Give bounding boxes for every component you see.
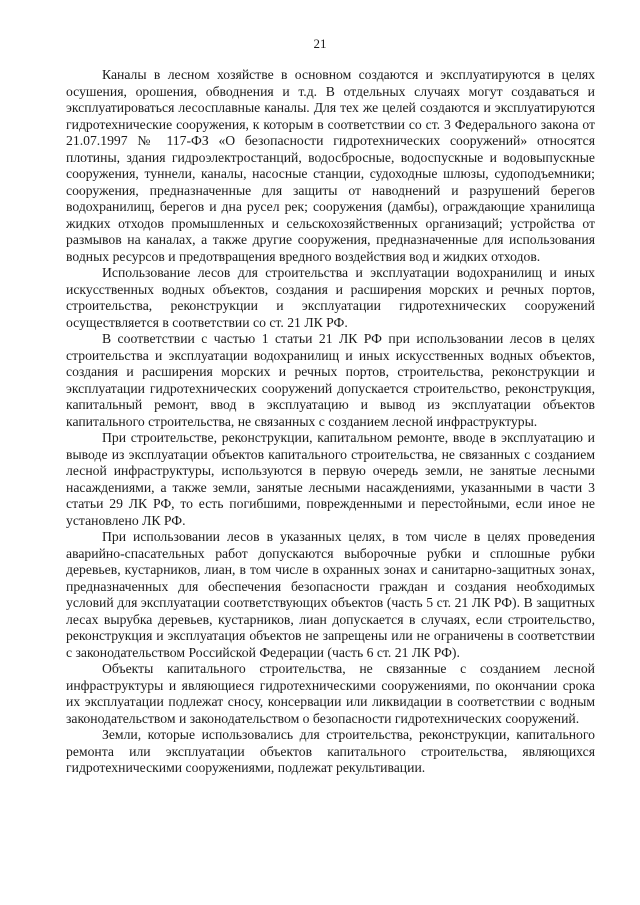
paragraph-demolition: Объекты капитального строительства, не связанные с созданием лесной инфраструктуры и являющиеся гидротехническими сооружениями, по окончании срока их эксплуатации подлежат сносу, консервации или ликвидации в соответствии с водным законодательством и законодательством о безопасности гидротехнических сооружений.	[66, 661, 595, 726]
paragraph-canals: Каналы в лесном хозяйстве в основном создаются и эксплуатируются в целях осушения, орошения, обводнения и т.д. В отдельных случаях могут создаваться и эксплуатироваться лесосплавные каналы. Для тех же целей создаются и эксплуатируются гидротехнические сооружения, к которым в соответствии со ст. 3 Федерального закона от 21.07.1997 № 117-ФЗ «О безопасности гидротехнических сооружений» относятся плотины, здания гидроэлектростанций, водосбросные, водоспускные и водовыпускные сооружения, туннели, каналы, насосные станции, судоходные шлюзы, судоподъемники; сооружения, предназначенные для защиты от наводнений и разрушений берегов водохранилищ, берегов и дна русел рек; сооружения (дамбы), ограждающие хранилища жидких отходов промышленных и сельскохозяйственных организаций; устройства от размывов на каналах, а также другие сооружения, предназначенные для использования водных ресурсов и предотвращения вредного воздействия вод и жидких отходов.	[66, 67, 595, 264]
paragraph-article-21-part-1: В соответствии с частью 1 статьи 21 ЛК РФ при использовании лесов в целях строительства и эксплуатации водохранилищ и иных искусственных водных объектов, создания и расширения морских и речных портов, строительства, реконструкции и эксплуатации гидротехнических сооружений допускается строительство, реконструкция, капитальный ремонт, ввод в эксплуатацию и вывод из эксплуатации объектов капитального строительства, не связанных с созданием лесной инфраструктуры.	[66, 331, 595, 429]
paragraph-construction-lands: При строительстве, реконструкции, капитальном ремонте, вводе в эксплуатацию и выводе из эксплуатации объектов капитального строительства, не связанных с созданием лесной инфраструктуры, используются в первую очередь земли, не занятые лесными насаждениями, а также земли, занятые лесными насаждениями, указанными в части 3 статьи 29 ЛК РФ, то есть погибшими, поврежденными и перестойными, если иное не установлено ЛК РФ.	[66, 430, 595, 528]
paragraph-recultivation: Земли, которые использовались для строительства, реконструкции, капитального ремонта или эксплуатации объектов капитального строительства, являющихся гидротехническими сооружениями, подлежат рекультивации.	[66, 727, 595, 775]
page-number: 21	[313, 36, 327, 51]
paragraph-felling: При использовании лесов в указанных целях, в том числе в целях проведения аварийно-спасательных работ допускаются выборочные рубки и сплошные рубки деревьев, кустарников, лиан, в том числе в охранных зонах и санитарно-защитных зонах, предназначенных для обеспечения безопасности граждан и создания необходимых условий для эксплуатации соответствующих объектов (часть 5 ст. 21 ЛК РФ). В защитных лесах вырубка деревьев, кустарников, лиан допускается в случаях, если строительство, реконструкция и эксплуатация объектов не запрещены или не ограничены в соответствии с законодательством Российской Федерации (часть 6 ст. 21 ЛК РФ).	[66, 529, 595, 660]
document-body	[66, 67, 595, 777]
paragraph-forest-use: Использование лесов для строительства и эксплуатации водохранилищ и иных искусственных водных объектов, создания и расширения морских и речных портов, строительства, реконструкции и эксплуатации гидротехнических сооружений осуществляется в соответствии со ст. 21 ЛК РФ.	[66, 265, 595, 330]
